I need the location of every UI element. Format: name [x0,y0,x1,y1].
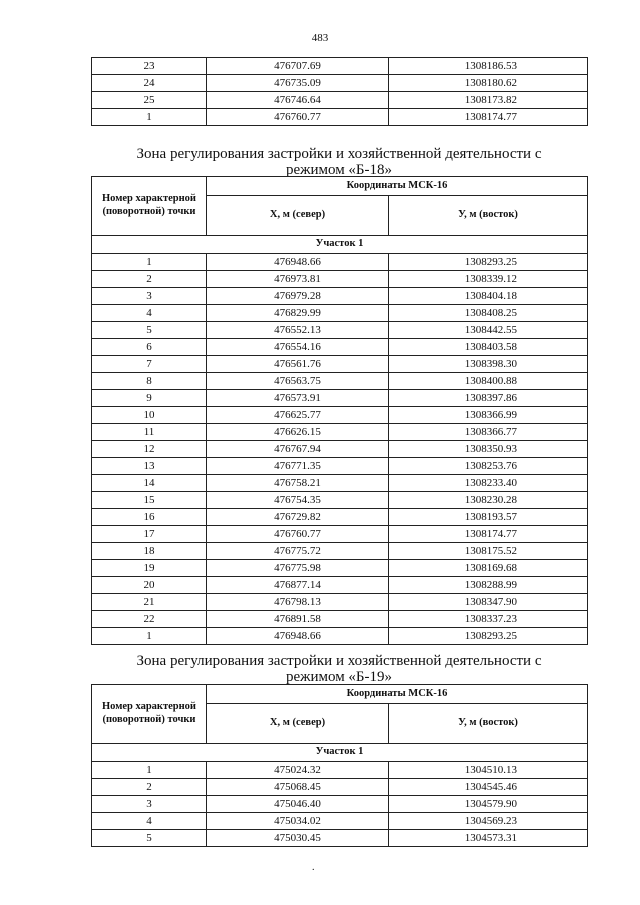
point-number-cell: 4 [92,813,207,830]
header-point-number: Номер характерной (поворотной) точки [92,177,207,236]
point-number-cell: 20 [92,577,207,594]
table-row [92,58,588,75]
table-row [92,492,588,509]
point-number-cell: 7 [92,356,207,373]
point-number-cell: 25 [92,92,207,109]
coordinates-table-continued [91,57,588,126]
point-number-cell: 1 [92,628,207,645]
point-number-cell: 10 [92,407,207,424]
point-number-cell: 9 [92,390,207,407]
x-coordinate-cell: 476760.77 [207,526,389,543]
y-coordinate-cell: 1308398.30 [389,356,588,373]
y-coordinate-cell: 1308186.53 [389,58,588,75]
point-number-cell: 4 [92,305,207,322]
table-row [92,424,588,441]
table-row [92,475,588,492]
y-coordinate-cell: 1308173.82 [389,92,588,109]
y-coordinate-cell: 1308442.55 [389,322,588,339]
table-row [92,407,588,424]
x-coordinate-cell: 476758.21 [207,475,389,492]
y-coordinate-cell: 1308193.57 [389,509,588,526]
point-number-cell: 22 [92,611,207,628]
title-line-2: режимом «Б-18» [285,162,393,178]
x-coordinate-cell: 476771.35 [207,458,389,475]
table-row [92,779,588,796]
point-number-cell: 3 [92,796,207,813]
y-coordinate-cell: 1308293.25 [389,254,588,271]
point-number-cell: 5 [92,830,207,847]
x-coordinate-cell: 476573.91 [207,390,389,407]
x-coordinate-cell: 475068.45 [207,779,389,796]
table-row [92,75,588,92]
table-body [92,744,588,847]
header-y: У, м (восток) [389,704,588,744]
y-coordinate-cell: 1308169.68 [389,560,588,577]
y-coordinate-cell: 1308180.62 [389,75,588,92]
x-coordinate-cell: 476877.14 [207,577,389,594]
table-row [92,762,588,779]
title-line-1: Зона регулирования застройки и хозяйственной деятельности с [136,653,542,669]
x-coordinate-cell: 476979.28 [207,288,389,305]
page-number: 483 [311,32,329,44]
section-label: Участок 1 [92,744,588,762]
y-coordinate-cell: 1308350.93 [389,441,588,458]
section-label: Участок 1 [92,236,588,254]
zone-b19-title [91,653,587,685]
table-row [92,796,588,813]
point-number-cell: 23 [92,58,207,75]
point-number-cell: 2 [92,271,207,288]
x-coordinate-cell: 476948.66 [207,628,389,645]
table-row [92,356,588,373]
y-coordinate-cell: 1304569.23 [389,813,588,830]
table-row [92,611,588,628]
point-number-cell: 1 [92,254,207,271]
point-number-cell: 6 [92,339,207,356]
table-row [92,509,588,526]
point-number-cell: 13 [92,458,207,475]
x-coordinate-cell: 476775.72 [207,543,389,560]
point-number-cell: 1 [92,109,207,126]
table-row [92,830,588,847]
y-coordinate-cell: 1308408.25 [389,305,588,322]
y-coordinate-cell: 1304579.90 [389,796,588,813]
x-coordinate-cell: 475046.40 [207,796,389,813]
header-y: У, м (восток) [389,196,588,236]
header-coordinates: Координаты МСК-16 [207,685,588,704]
x-coordinate-cell: 476707.69 [207,58,389,75]
table-row [92,594,588,611]
y-coordinate-cell: 1308366.77 [389,424,588,441]
point-number-cell: 11 [92,424,207,441]
table-row [92,322,588,339]
x-coordinate-cell: 476760.77 [207,109,389,126]
y-coordinate-cell: 1308293.25 [389,628,588,645]
zone-b18-title [91,146,587,178]
y-coordinate-cell: 1308366.99 [389,407,588,424]
point-number-cell: 16 [92,509,207,526]
x-coordinate-cell: 476973.81 [207,271,389,288]
table-row [92,271,588,288]
header-x: X, м (север) [207,704,389,744]
y-coordinate-cell: 1308233.40 [389,475,588,492]
x-coordinate-cell: 476563.75 [207,373,389,390]
table-row [92,390,588,407]
x-coordinate-cell: 476829.99 [207,305,389,322]
y-coordinate-cell: 1308400.88 [389,373,588,390]
table-row [92,560,588,577]
table-row [92,339,588,356]
y-coordinate-cell: 1308403.58 [389,339,588,356]
x-coordinate-cell: 476891.58 [207,611,389,628]
zone-b18-coordinates-table [91,176,588,645]
header-coordinates: Координаты МСК-16 [207,177,588,196]
y-coordinate-cell: 1308174.77 [389,526,588,543]
footer-mark: . [312,862,315,873]
point-number-cell: 18 [92,543,207,560]
y-coordinate-cell: 1308339.12 [389,271,588,288]
table-row [92,628,588,645]
x-coordinate-cell: 476552.13 [207,322,389,339]
x-coordinate-cell: 475034.02 [207,813,389,830]
y-coordinate-cell: 1304573.31 [389,830,588,847]
header-x: X, м (север) [207,196,389,236]
x-coordinate-cell: 476754.35 [207,492,389,509]
point-number-cell: 1 [92,762,207,779]
x-coordinate-cell: 476561.76 [207,356,389,373]
x-coordinate-cell: 476735.09 [207,75,389,92]
y-coordinate-cell: 1308230.28 [389,492,588,509]
point-number-cell: 21 [92,594,207,611]
point-number-cell: 5 [92,322,207,339]
title-line-2: режимом «Б-19» [285,669,393,685]
table-row [92,373,588,390]
point-number-cell: 12 [92,441,207,458]
table-row [92,109,588,126]
table-row [92,288,588,305]
point-number-cell: 2 [92,779,207,796]
x-coordinate-cell: 476625.77 [207,407,389,424]
table-body [92,236,588,645]
point-number-cell: 24 [92,75,207,92]
y-coordinate-cell: 1308253.76 [389,458,588,475]
y-coordinate-cell: 1308337.23 [389,611,588,628]
x-coordinate-cell: 476626.15 [207,424,389,441]
point-number-cell: 17 [92,526,207,543]
y-coordinate-cell: 1308404.18 [389,288,588,305]
x-coordinate-cell: 475030.45 [207,830,389,847]
x-coordinate-cell: 476767.94 [207,441,389,458]
x-coordinate-cell: 475024.32 [207,762,389,779]
x-coordinate-cell: 476554.16 [207,339,389,356]
point-number-cell: 15 [92,492,207,509]
x-coordinate-cell: 476729.82 [207,509,389,526]
point-number-cell: 3 [92,288,207,305]
y-coordinate-cell: 1304510.13 [389,762,588,779]
table-row [92,577,588,594]
x-coordinate-cell: 476746.64 [207,92,389,109]
zone-b19-coordinates-table [91,684,588,847]
y-coordinate-cell: 1308174.77 [389,109,588,126]
y-coordinate-cell: 1308347.90 [389,594,588,611]
header-point-number: Номер характерной (поворотной) точки [92,685,207,744]
table-row [92,813,588,830]
point-number-cell: 8 [92,373,207,390]
y-coordinate-cell: 1308175.52 [389,543,588,560]
y-coordinate-cell: 1308397.86 [389,390,588,407]
table-row [92,458,588,475]
table-row [92,543,588,560]
point-number-cell: 19 [92,560,207,577]
table-body [92,58,588,126]
table-row [92,92,588,109]
table-row [92,305,588,322]
table-row [92,254,588,271]
x-coordinate-cell: 476948.66 [207,254,389,271]
y-coordinate-cell: 1304545.46 [389,779,588,796]
table-row [92,441,588,458]
table-row [92,526,588,543]
y-coordinate-cell: 1308288.99 [389,577,588,594]
x-coordinate-cell: 476775.98 [207,560,389,577]
x-coordinate-cell: 476798.13 [207,594,389,611]
point-number-cell: 14 [92,475,207,492]
title-line-1: Зона регулирования застройки и хозяйственной деятельности с [136,146,542,162]
